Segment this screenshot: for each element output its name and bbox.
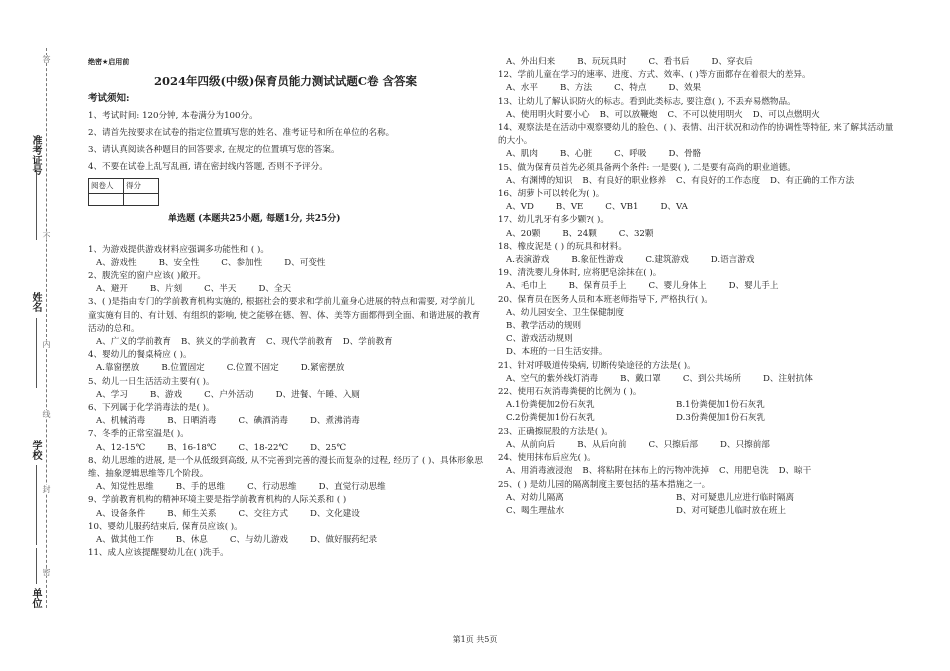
- answer-option[interactable]: C、用肥皂洗: [719, 466, 769, 477]
- option-row: [88, 283, 483, 296]
- answer-option[interactable]: C、与幼儿游戏: [229, 535, 289, 546]
- name-field[interactable]: [36, 318, 37, 388]
- answer-option[interactable]: A、避开: [96, 284, 128, 295]
- answer-option[interactable]: A、有渊博的知识: [506, 175, 573, 186]
- answer-option[interactable]: B、游戏: [150, 389, 183, 400]
- instruction-item: 2、请首先按要求在试卷的指定位置填写您的姓名、准考证号和所在单位的名称。: [88, 127, 395, 138]
- answer-option[interactable]: D、只擦前部: [720, 439, 770, 450]
- option-row: [88, 508, 483, 521]
- answer-option[interactable]: C、行动思维: [247, 482, 297, 493]
- answer-option[interactable]: A.1份粪便加2份石灰乳: [506, 400, 595, 411]
- question-stem: 21、针对呼吸道传染病, 切断传染途径的方法是( )。: [498, 360, 696, 371]
- questions-right: [498, 56, 898, 518]
- answer-option[interactable]: A.表演游戏: [506, 255, 550, 266]
- question-stem: 9、学前教育机构的精神环境主要是指学前教育机构的人际关系和 ( ): [88, 495, 347, 506]
- answer-option[interactable]: C、看书后: [648, 57, 690, 67]
- answer-option[interactable]: D、25℃: [310, 442, 347, 453]
- option-row: [88, 442, 483, 455]
- answer-option[interactable]: A、从前向后: [506, 439, 556, 450]
- question: [498, 452, 898, 478]
- answer-option[interactable]: A.靠窗摆放: [96, 363, 140, 374]
- option-row: [88, 257, 483, 270]
- option-row: [88, 481, 483, 494]
- answer-option[interactable]: C、有良好的工作态度: [676, 175, 760, 186]
- answer-option[interactable]: C、交往方式: [238, 508, 289, 519]
- answer-option[interactable]: B.位置固定: [161, 363, 205, 374]
- answer-option[interactable]: D、可变性: [284, 257, 326, 268]
- option-row: [498, 228, 898, 241]
- answer-option[interactable]: D、进餐、午睡、入厕: [275, 389, 360, 400]
- question-stem: 15、做为保育员首先必须具备两个条件: 一是要( ), 二是要有高尚的职业道德。: [498, 162, 796, 173]
- answer-option[interactable]: C.2份粪便加1份石灰乳: [506, 413, 595, 424]
- question-stem: 2、腹洗室的窗户应该( )敞开。: [88, 271, 207, 282]
- answer-option[interactable]: B、24颗: [562, 228, 597, 239]
- answer-option[interactable]: A、对幼儿隔离: [506, 492, 564, 503]
- answer-option[interactable]: A、外出归来: [506, 57, 556, 67]
- question-stem: 17、幼儿乳牙有多少颗?( )。: [498, 215, 609, 226]
- question-stem: 24、使用抹布后应先( )。: [498, 453, 596, 464]
- question-stem: 12、学前儿童在学习的速率、进度、方式、效率、( )等方面都存在着很大的差异。: [498, 70, 811, 81]
- option-row: [88, 415, 483, 428]
- option-row: [498, 439, 898, 452]
- answer-option[interactable]: B、教学活动的规则: [506, 321, 582, 332]
- answer-option[interactable]: A、游戏性: [96, 257, 137, 268]
- answer-option[interactable]: A、12-15℃: [96, 442, 146, 453]
- school-label: 学校: [30, 440, 41, 460]
- answer-option[interactable]: C、只擦后部: [648, 439, 699, 450]
- option-row: [498, 56, 898, 69]
- answer-option[interactable]: D、VA: [660, 202, 688, 213]
- question: [498, 426, 898, 452]
- question-stem: 10、婴幼儿服药结束后, 保育员应该( )。: [88, 521, 243, 532]
- question: [88, 455, 483, 495]
- question: [88, 376, 483, 402]
- answer-option[interactable]: A、使用明火时要小心: [506, 109, 590, 120]
- option-row: [498, 201, 898, 214]
- answer-option[interactable]: D、穿衣后: [711, 57, 753, 67]
- question: [88, 270, 483, 296]
- answer-option[interactable]: D、文化建设: [310, 508, 360, 519]
- question: [498, 267, 898, 293]
- instruction-item: 4、不要在试卷上乱写乱画, 请在密封线内答题, 否则不予评分。: [88, 162, 328, 173]
- option-row: [498, 399, 898, 412]
- option-row: [88, 336, 483, 349]
- question: [498, 360, 898, 386]
- answer-option[interactable]: D、注射抗体: [763, 373, 813, 384]
- section-title: 单选题 (本题共25小题, 每题1分, 共25分): [168, 214, 341, 224]
- answer-option[interactable]: A、空气的紫外线灯消毒: [506, 373, 599, 384]
- answer-option[interactable]: B、VE: [555, 202, 584, 213]
- score-label: 得分: [124, 179, 159, 193]
- question-stem: 8、幼儿思维的进展, 是一个从低级到高级, 从不完善到完善的漫长而复杂的过程, 经历了 ( )、具体形象思维、抽象逻辑思维等几个阶段。: [88, 455, 483, 480]
- grader-label: 阅卷人: [89, 179, 124, 193]
- answer-option[interactable]: C、婴儿身体上: [648, 281, 707, 292]
- option-row: [88, 389, 483, 402]
- question: [498, 162, 898, 188]
- answer-option[interactable]: D、直觉行动思维: [318, 482, 386, 493]
- question-stem: 5、幼儿一日生活活动主要有( )。: [88, 376, 215, 387]
- question: [498, 479, 898, 519]
- option-row: [498, 492, 898, 505]
- answer-option[interactable]: D、做好服药纪录: [310, 535, 378, 546]
- answer-option[interactable]: A、水平: [506, 83, 538, 94]
- answer-option[interactable]: A、机械消毒: [96, 416, 146, 427]
- answer-option[interactable]: B、安全性: [158, 257, 200, 268]
- answer-option[interactable]: B.1份粪便加1份石灰乳: [676, 400, 765, 411]
- answer-option[interactable]: D、学前教育: [342, 337, 393, 348]
- answer-option[interactable]: A、广义的学前教育: [96, 337, 171, 348]
- answer-option[interactable]: B、心脏: [560, 149, 593, 160]
- answer-option[interactable]: B、保育员手上: [568, 281, 627, 292]
- answer-option[interactable]: B、玩玩具时: [577, 57, 627, 67]
- answer-option[interactable]: D.紧密摆放: [300, 363, 345, 374]
- answer-option[interactable]: A、知觉性思维: [96, 482, 154, 493]
- answer-option[interactable]: C、特点: [614, 83, 647, 94]
- questions-left: [88, 244, 483, 561]
- option-row: [498, 280, 898, 293]
- seal-mark-5: 封: [42, 485, 51, 493]
- option-row: [498, 465, 898, 478]
- answer-option[interactable]: C、游戏活动规则: [506, 334, 573, 345]
- option-row: [88, 534, 483, 547]
- answer-option[interactable]: B、日晒消毒: [167, 416, 217, 427]
- answer-option[interactable]: A、VD: [506, 202, 534, 213]
- question-stem: 16、胡萝卜可以转化为( )。: [498, 189, 605, 200]
- seal-mark-4: 线: [42, 410, 51, 418]
- answer-option[interactable]: B、可以放鞭炮: [599, 109, 658, 120]
- answer-option[interactable]: D、婴儿手上: [728, 281, 779, 292]
- question-stem: 20、保育员在医务人员和本班老师指导下, 严格执行( )。: [498, 294, 713, 305]
- secret-label: 绝密★启用前: [88, 58, 130, 66]
- option-row: [498, 373, 898, 386]
- instructions-list: [88, 110, 483, 175]
- question: [498, 214, 898, 240]
- question: [498, 241, 898, 267]
- question-stem: 25、( ) 是幼儿园的隔离制度主要包括的基本措施之一。: [498, 479, 711, 490]
- answer-option[interactable]: B、对可疑患儿应进行临时隔离: [676, 492, 795, 503]
- answer-option[interactable]: B.象征性游戏: [571, 255, 624, 266]
- answer-option[interactable]: D、晾干: [778, 466, 812, 477]
- option-row: [498, 254, 898, 267]
- answer-option[interactable]: A、学习: [96, 389, 128, 400]
- answer-option[interactable]: B、休息: [175, 535, 208, 546]
- answer-option[interactable]: A、用消毒液浸泡: [506, 466, 573, 477]
- instruction-item: 1、考试时间: 120分钟, 本卷满分为100分。: [88, 110, 258, 121]
- answer-option[interactable]: C、现代学前教育: [266, 337, 333, 348]
- question: [88, 494, 483, 520]
- option-row: [498, 175, 898, 188]
- question: [498, 294, 898, 360]
- answer-option[interactable]: D、骨骼: [668, 149, 702, 160]
- answer-option[interactable]: B、手的思维: [175, 482, 226, 493]
- question: [88, 428, 483, 454]
- answer-option[interactable]: D、效果: [668, 83, 702, 94]
- answer-option[interactable]: C、VB1: [605, 202, 639, 213]
- instructions-heading: 考试须知:: [88, 93, 130, 105]
- answer-option[interactable]: C、参加性: [221, 257, 263, 268]
- answer-option[interactable]: B、狭义的学前教育: [180, 337, 257, 348]
- answer-option[interactable]: B、将粘附在抹布上的污物冲洗掉: [582, 466, 710, 477]
- name-label: 姓名: [30, 292, 41, 312]
- question-stem: 6、下列属于化学消毒法的是( )。: [88, 403, 215, 414]
- answer-option[interactable]: A、20颗: [506, 228, 541, 239]
- question: [498, 69, 898, 95]
- answer-option[interactable]: C、喝生理盐水: [506, 505, 565, 516]
- question: [498, 122, 898, 162]
- question: [88, 296, 483, 349]
- option-row: [498, 148, 898, 161]
- instruction-item: 3、请认真阅读各种题目的回答要求, 在规定的位置填写您的答案。: [88, 145, 340, 156]
- seal-line: [46, 48, 47, 608]
- seal-mark-1: 答: [42, 55, 51, 63]
- option-row: [498, 412, 898, 425]
- answer-option[interactable]: C.建筑游戏: [645, 255, 689, 266]
- answer-option[interactable]: B、方法: [560, 83, 593, 94]
- answer-option[interactable]: C、户外活动: [204, 389, 254, 400]
- question-stem: 23、正确擦屁股的方法是( )。: [498, 426, 613, 437]
- question-stem: 4、婴幼儿的餐桌椅应 ( )。: [88, 350, 192, 361]
- question: [498, 56, 898, 69]
- answer-option[interactable]: B、师生关系: [167, 508, 217, 519]
- answer-option[interactable]: D、对可疑患儿临时放在班上: [676, 505, 787, 516]
- question-stem: 19、清洗婴儿身体时, 应将肥皂涂抹在( )。: [498, 268, 662, 279]
- question-stem: 3、( )是指由专门的学前教育机构实施的, 根据社会的要求和学前儿童身心进展的特点和需要, 对学前儿童实施有目的、有计划、有组织的影响, 使之能够在德、智、体、美等方面都得到全面、和谐进展的教育活动的总和。: [88, 297, 481, 334]
- score-cell[interactable]: [124, 193, 159, 205]
- answer-option[interactable]: D、本班的一日生活安排。: [506, 347, 608, 358]
- question: [498, 188, 898, 214]
- unit-field[interactable]: [36, 548, 37, 584]
- answer-option[interactable]: B、片刻: [150, 284, 183, 295]
- answer-option[interactable]: C、18-22℃: [238, 442, 289, 453]
- school-field[interactable]: [36, 465, 37, 545]
- question: [88, 244, 483, 270]
- answer-option[interactable]: D.3份粪便加1份石灰乳: [676, 413, 766, 424]
- answer-option[interactable]: D、有正确的工作方法: [769, 175, 855, 186]
- binding-margin: [0, 0, 62, 671]
- answer-option[interactable]: B、从后向前: [577, 439, 627, 450]
- seal-mark-3: 内: [42, 340, 51, 348]
- answer-option[interactable]: B、有良好的职业修养: [582, 175, 667, 186]
- question-stem: 18、橡皮泥是 ( ) 的玩具和材料。: [498, 241, 627, 252]
- admission-number-field[interactable]: [36, 170, 37, 240]
- answer-option[interactable]: A、肌肉: [506, 149, 538, 160]
- question-stem: 7、冬季的正常室温是( )。: [88, 429, 189, 440]
- question-stem: 13、让幼儿了解认识防火的标志。看到此类标志, 要注意( ), 不丢弃易燃物品。: [498, 96, 796, 107]
- answer-option[interactable]: C、碘酒消毒: [238, 416, 289, 427]
- option-row: [498, 505, 898, 518]
- left-column: [88, 56, 483, 561]
- answer-option[interactable]: A、做其他工作: [96, 535, 154, 546]
- answer-option[interactable]: D、可以点燃明火: [752, 109, 820, 120]
- answer-option[interactable]: A、幼儿园安全、卫生保健制度: [506, 307, 624, 318]
- answer-option[interactable]: C、32颗: [618, 228, 654, 239]
- seal-mark-6: 密: [42, 568, 51, 576]
- exam-title: 2024年四级(中级)保育员能力测试试题C卷 含答案: [153, 74, 418, 89]
- question-stem: 11、成人应该提醒婴幼儿在( )洗手。: [88, 548, 229, 559]
- answer-option[interactable]: D、全天: [258, 284, 292, 295]
- question-stem: 22、使用石灰消毒粪便的比例为 ( )。: [498, 387, 642, 398]
- answer-option[interactable]: B、16-18℃: [167, 442, 217, 453]
- answer-option[interactable]: B、戴口罩: [620, 373, 661, 384]
- answer-option[interactable]: D.语言游戏: [710, 255, 755, 266]
- question: [88, 521, 483, 547]
- option-row: [498, 82, 898, 95]
- question: [88, 349, 483, 375]
- question-stem: 1、为游戏提供游戏材料应强调多功能性和 ( )。: [88, 244, 269, 255]
- answer-option[interactable]: C、半天: [204, 284, 237, 295]
- question-stem: 14、观察法是在活动中观察婴幼儿的脸色、( )、表情、出汗状况和动作的协调性等特征, 来了解其活动量的大小。: [498, 123, 894, 147]
- unit-label: 单位: [30, 588, 41, 608]
- question: [498, 96, 898, 122]
- option-row: [498, 109, 898, 122]
- answer-option[interactable]: C、不可以使用明火: [667, 109, 743, 120]
- score-table: [88, 178, 159, 205]
- answer-option[interactable]: A、毛巾上: [506, 281, 547, 292]
- answer-option[interactable]: A、设备条件: [96, 508, 146, 519]
- admission-number-label: 准考证号: [30, 135, 41, 175]
- question: [498, 386, 898, 426]
- answer-option[interactable]: C.位置不固定: [226, 363, 279, 374]
- question: [88, 547, 483, 560]
- seal-mark-2: 不: [42, 232, 51, 240]
- page-number: 第1页 共5页: [452, 635, 498, 644]
- option-row: [88, 362, 483, 375]
- grader-cell[interactable]: [89, 193, 124, 205]
- answer-option[interactable]: C、呼吸: [614, 149, 647, 160]
- right-column: [498, 56, 898, 518]
- answer-option[interactable]: D、煮沸消毒: [310, 416, 360, 427]
- question: [88, 402, 483, 428]
- answer-option[interactable]: C、到公共场所: [682, 373, 741, 384]
